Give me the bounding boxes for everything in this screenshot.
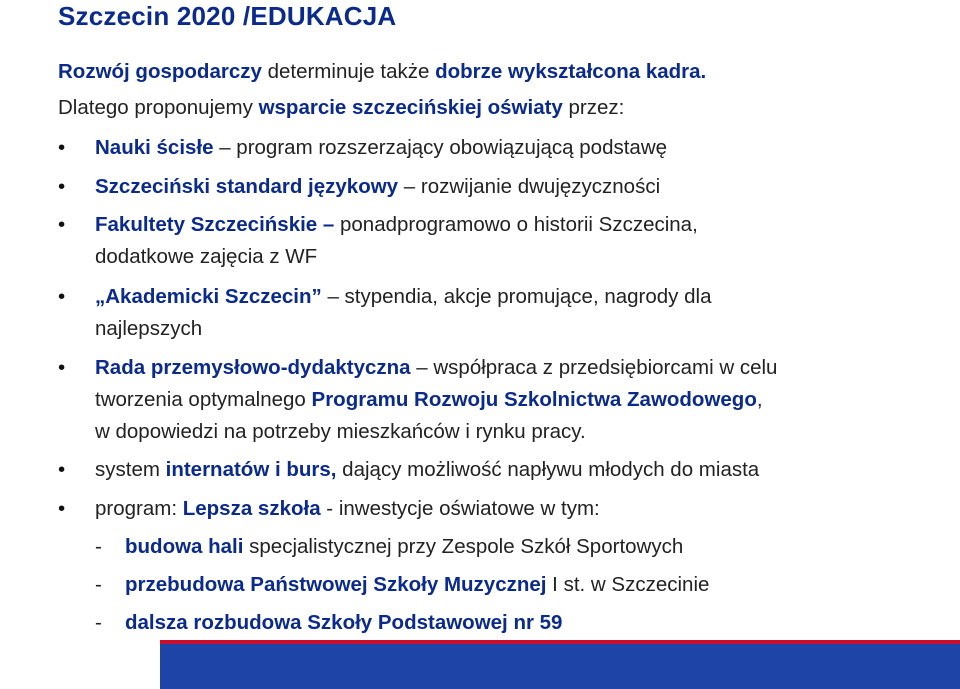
footer-band: [0, 640, 960, 689]
item-text: dający możliwość napływu młodych do miasta: [336, 458, 760, 481]
item-bold: przebudowa Państwowej Szkoły Muzycznej: [125, 573, 547, 596]
item-text: – rozwijanie dwujęzyczności: [398, 175, 661, 198]
list-item-continuation: [95, 388, 763, 412]
bullet-dot: •: [58, 458, 66, 481]
item-text: ,: [756, 388, 763, 411]
item-dash: –: [317, 213, 340, 236]
intro-line-1: [58, 60, 706, 84]
sub-item: [95, 535, 683, 559]
footer-blue-block: [160, 640, 960, 689]
dash-marker: -: [95, 611, 102, 634]
intro-text-3: przez:: [562, 96, 625, 119]
item-text: tworzenia optymalnego: [95, 388, 312, 411]
footer-red-strip: [160, 640, 960, 644]
item-text: specjalistycznej przy Zespole Szkół Sportowych: [243, 535, 684, 558]
list-item: [95, 213, 698, 237]
item-bold: Nauki ścisłe: [95, 136, 214, 159]
list-item-continuation: dodatkowe zajęcia z WF: [95, 245, 318, 268]
list-item: [95, 285, 711, 309]
item-text: ponadprogramowo o historii Szczecina,: [339, 213, 698, 236]
item-bold: Lepsza szkoła: [182, 497, 321, 520]
item-bold: dalsza rozbudowa Szkoły Podstawowej nr 59: [125, 611, 563, 634]
list-item-continuation: w dopowiedzi na potrzeby mieszkańców i rynku pracy.: [95, 420, 586, 443]
item-text: I st. w Szczecinie: [546, 573, 710, 596]
item-bold: budowa hali: [125, 535, 244, 558]
intro-text-2: Dlatego proponujemy: [58, 96, 259, 119]
item-text: – program rozszerzający obowiązującą podstawę: [213, 136, 668, 159]
page-title: Szczecin 2020 /EDUKACJA: [58, 1, 397, 31]
dash-marker: -: [95, 573, 102, 596]
intro-text-1: determinuje także: [261, 60, 436, 83]
bullet-dot: •: [58, 175, 66, 198]
item-bold: Fakultety Szczecińskie: [95, 213, 318, 236]
list-item: [95, 175, 660, 199]
list-item: [95, 458, 759, 482]
item-bold: internatów i burs,: [165, 458, 337, 481]
bullet-dot: •: [58, 356, 66, 379]
list-item: [95, 497, 600, 521]
item-text: program:: [95, 497, 183, 520]
list-item-continuation: najlepszych: [95, 317, 203, 340]
list-item: [95, 356, 777, 380]
intro-emphasis-3: wsparcie szczecińskiej oświaty: [258, 96, 563, 119]
intro-emphasis-2: dobrze wykształcona kadra.: [435, 60, 707, 83]
item-text: - inwestycje oświatowe w tym:: [320, 497, 600, 520]
footer-white-block: [0, 640, 160, 689]
item-text: – współpraca z przedsiębiorcami w celu: [410, 356, 778, 379]
list-item: [95, 136, 667, 160]
bullet-dot: •: [58, 285, 66, 308]
item-bold: Szczeciński standard językowy: [95, 175, 399, 198]
item-text: – stypendia, akcje promujące, nagrody dla: [321, 285, 712, 308]
bullet-dot: •: [58, 497, 66, 520]
item-bold: „Akademicki Szczecin”: [95, 285, 322, 308]
bullet-dot: •: [58, 136, 66, 159]
sub-item: [95, 611, 562, 635]
item-bold: Rada przemysłowo-dydaktyczna: [95, 356, 411, 379]
dash-marker: -: [95, 535, 102, 558]
intro-emphasis-1: Rozwój gospodarczy: [58, 60, 262, 83]
item-text: system: [95, 458, 166, 481]
item-bold: Programu Rozwoju Szkolnictwa Zawodowego: [311, 388, 757, 411]
intro-line-2: [58, 96, 624, 120]
sub-item: [95, 573, 709, 597]
bullet-dot: •: [58, 213, 66, 236]
